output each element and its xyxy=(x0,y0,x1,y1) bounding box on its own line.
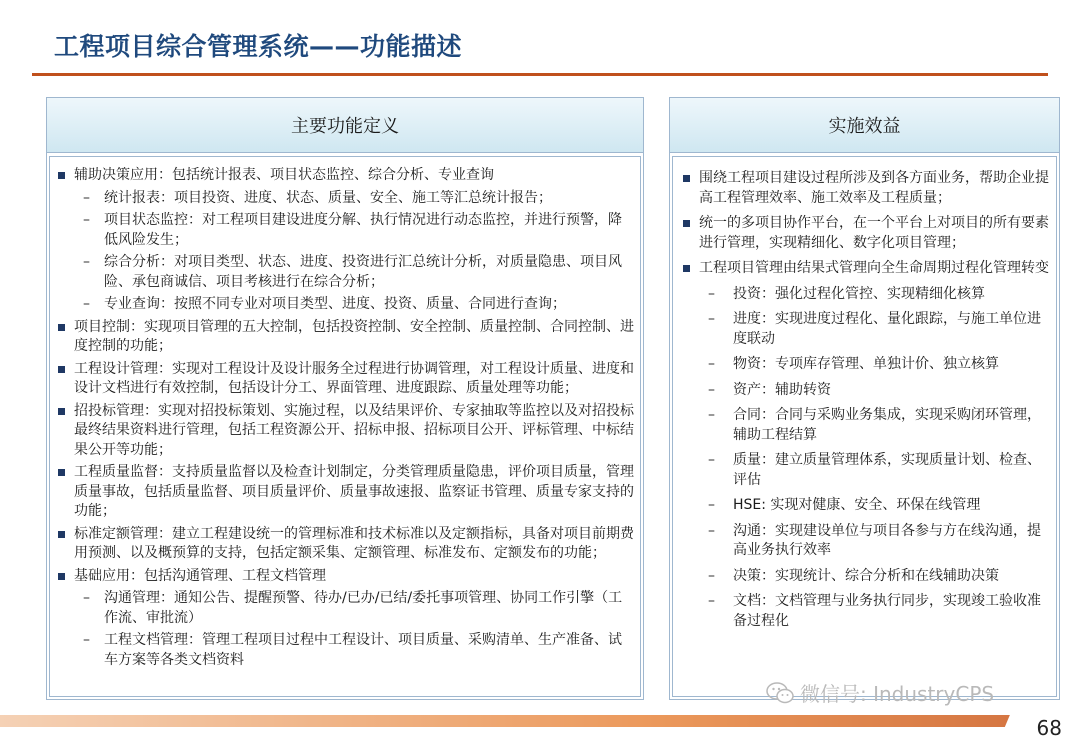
sub-item-text: 资产：辅助转资 xyxy=(733,381,831,398)
sub-item-text: 沟通管理：通知公告、提醒预警、待办/已办/已结/委托事项管理、协同工作引擎（工作流、审批流） xyxy=(104,590,623,626)
benefit-item xyxy=(675,169,1052,208)
sub-list xyxy=(74,589,634,670)
dash-bullet-icon: – xyxy=(708,522,715,539)
benefits-body xyxy=(672,156,1057,697)
square-bullet-icon xyxy=(58,408,65,415)
sub-item xyxy=(699,406,1052,445)
sub-item xyxy=(74,295,634,315)
function-item-text: 标准定额管理：建立工程建设统一的管理标准和技术标准以及定额指标，具备对项目前期费用预测、以及概预算的支持，包括定额采集、定额管理、标准发布、定额发布的功能； xyxy=(74,525,634,561)
function-item-text: 招投标管理：实现对招投标策划、实施过程，以及结果评价、专家抽取等监控以及对招投标最终结果资料进行管理，包括工程资源公开、招标申报、招标项目公开、评标管理、中标结果公开等功能； xyxy=(74,402,634,458)
function-item-text: 工程质量监督：支持质量监督以及检查计划制定，分类管理质量隐患，评价项目质量，管理质量事故，包括质量监督、项目质量评价、质量事故速报、监察证书管理、质量专家支持的功能； xyxy=(74,464,634,519)
square-bullet-icon xyxy=(58,324,65,331)
dash-bullet-icon: – xyxy=(708,407,715,423)
function-item xyxy=(50,567,634,671)
main-functions-body xyxy=(49,156,641,697)
square-bullet-icon xyxy=(683,265,690,272)
benefits-panel xyxy=(669,97,1060,700)
benefit-item-text: 统一的多项目协作平台，在一个平台上对项目的所有要素进行管理，实现精细化、数字化项目管理； xyxy=(699,215,1049,251)
benefit-item xyxy=(675,259,1052,631)
sub-item-text: 综合分析：对项目类型、状态、进度、投资进行汇总统计分析，对质量隐患、项目风险、承包商诚信、项目考核进行在综合分析； xyxy=(104,254,622,290)
sub-item-text: 文档：文档管理与业务执行同步，实现竣工验收准备过程化 xyxy=(733,593,1041,629)
sub-item-text: HSE: 实现对健康、安全、环保在线管理 xyxy=(733,497,981,513)
dash-bullet-icon: – xyxy=(708,593,715,609)
function-item-text: 项目控制：实现项目管理的五大控制，包括投资控制、安全控制、质量控制、合同控制、进度控制的功能； xyxy=(74,318,634,354)
square-bullet-icon xyxy=(58,531,65,538)
sub-item-text: 沟通：实现建设单位与项目各参与方在线沟通，提高业务执行效率 xyxy=(733,522,1041,558)
watermark xyxy=(766,678,994,707)
function-item-text: 工程设计管理：实现对工程设计及设计服务全过程进行协调管理，对工程设计质量、进度和设计文档进行有效控制，包括设计分工、界面管理、进度跟踪、质量处理等功能； xyxy=(74,360,634,396)
sub-item xyxy=(699,522,1052,561)
dash-bullet-icon: – xyxy=(83,189,90,206)
sub-list xyxy=(74,189,634,315)
function-item-text: 辅助决策应用：包括统计报表、项目状态监控、综合分析、专业查询 xyxy=(74,167,494,183)
sub-item xyxy=(74,189,634,209)
benefit-item xyxy=(675,214,1052,253)
benefit-item-text: 工程项目管理由结果式管理向全生命周期过程化管理转变 xyxy=(699,260,1049,276)
dash-bullet-icon: – xyxy=(708,381,715,398)
main-functions-header: 主要功能定义 xyxy=(47,98,643,153)
square-bullet-icon xyxy=(683,220,690,227)
function-item xyxy=(50,318,634,357)
function-item xyxy=(50,360,634,399)
function-item xyxy=(50,463,634,522)
sub-item xyxy=(699,355,1052,375)
dash-bullet-icon: – xyxy=(708,567,715,584)
sub-item xyxy=(74,253,634,292)
dash-bullet-icon: – xyxy=(83,632,90,648)
dash-bullet-icon: – xyxy=(708,356,715,372)
dash-bullet-icon: – xyxy=(83,212,90,228)
sub-item xyxy=(699,285,1052,305)
page-number: 68 xyxy=(1036,716,1062,740)
sub-item-text: 投资：强化过程化管控、实现精细化核算 xyxy=(733,285,985,302)
sub-item-text: 进度：实现进度过程化、量化跟踪，与施工单位进度联动 xyxy=(733,311,1041,347)
sub-item xyxy=(699,310,1052,349)
function-item-text: 基础应用：包括沟通管理、工程文档管理 xyxy=(74,567,326,584)
sub-item-text: 项目状态监控：对工程项目建设进度分解、执行情况进行动态监控，并进行预警，降低风险发生； xyxy=(104,212,622,248)
sub-item xyxy=(699,567,1052,587)
square-bullet-icon xyxy=(58,469,65,476)
dash-bullet-icon: – xyxy=(83,296,90,312)
square-bullet-icon xyxy=(58,366,65,373)
main-functions-panel xyxy=(46,97,644,700)
main-functions-list xyxy=(50,163,634,670)
benefit-item-text: 围绕工程项目建设过程所涉及到各方面业务，帮助企业提高工程管理效率、施工效率及工程质量； xyxy=(699,170,1049,206)
sub-item xyxy=(699,592,1052,631)
sub-item xyxy=(699,451,1052,490)
watermark-text: 微信号: IndustryCPS xyxy=(800,682,995,706)
sub-item xyxy=(699,496,1052,516)
dash-bullet-icon: – xyxy=(83,254,90,270)
square-bullet-icon xyxy=(683,175,690,182)
sub-item-text: 工程文档管理：管理工程项目过程中工程设计、项目质量、采购清单、生产准备、试车方案等各类文档资料 xyxy=(104,632,622,668)
dash-bullet-icon: – xyxy=(708,452,715,468)
wechat-icon xyxy=(766,682,794,704)
sub-item-text: 专业查询：按照不同专业对项目类型、进度、投资、质量、合同进行查询； xyxy=(104,296,566,312)
footer-band xyxy=(0,715,1080,727)
square-bullet-icon xyxy=(58,172,65,179)
title-divider xyxy=(32,73,1048,76)
square-bullet-icon xyxy=(58,573,65,580)
sub-list xyxy=(699,285,1052,632)
sub-item xyxy=(74,631,634,670)
dash-bullet-icon: – xyxy=(83,590,90,606)
function-item xyxy=(50,525,634,564)
sub-item-text: 物资：专项库存管理、单独计价、独立核算 xyxy=(733,356,999,372)
sub-item xyxy=(74,589,634,628)
slide-title: 工程项目综合管理系统——功能描述 xyxy=(54,32,463,61)
dash-bullet-icon: – xyxy=(708,285,715,302)
dash-bullet-icon: – xyxy=(708,497,715,513)
sub-item-text: 质量：建立质量管理体系，实现质量计划、检查、评估 xyxy=(733,452,1041,488)
sub-item xyxy=(699,381,1052,401)
sub-item-text: 决策：实现统计、综合分析和在线辅助决策 xyxy=(733,567,999,584)
function-item xyxy=(50,166,634,315)
benefits-list xyxy=(675,163,1052,631)
sub-item-text: 合同：合同与采购业务集成，实现采购闭环管理，辅助工程结算 xyxy=(733,407,1041,443)
function-item xyxy=(50,402,634,461)
benefits-header: 实施效益 xyxy=(670,98,1059,153)
sub-item xyxy=(74,211,634,250)
dash-bullet-icon: – xyxy=(708,311,715,327)
sub-item-text: 统计报表：项目投资、进度、状态、质量、安全、施工等汇总统计报告； xyxy=(104,189,552,206)
